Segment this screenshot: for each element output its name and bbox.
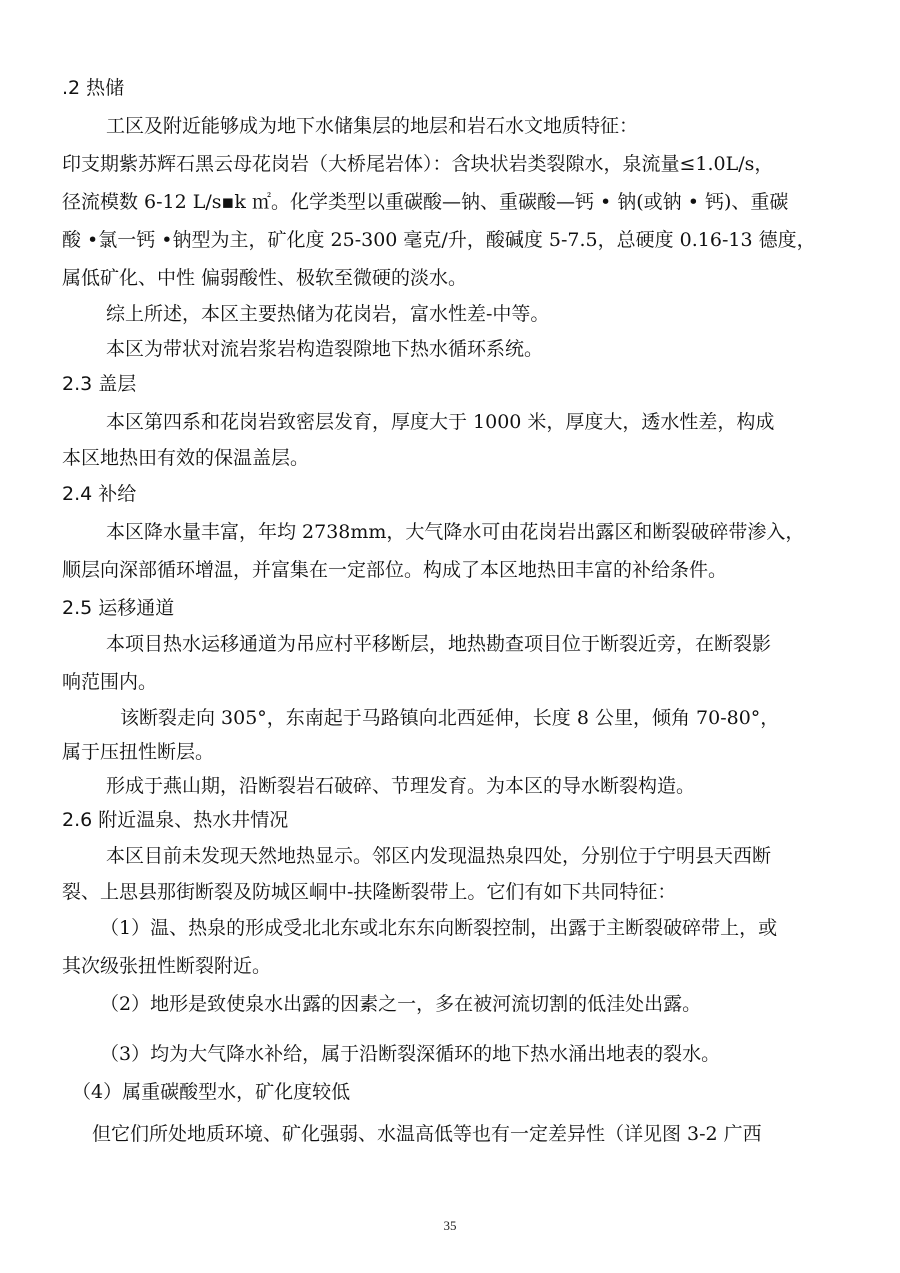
paragraph-line: 工区及附近能够成为地下水储集层的地层和岩石水文地质特征： — [106, 115, 639, 137]
paragraph-line: 属低矿化、中性 偏弱酸性、极软至微硬的淡水。 — [62, 267, 468, 289]
paragraph-line: 形成于燕山期，沿断裂岩石破碎、节理发育。为本区的导水断裂构造。 — [106, 775, 696, 797]
paragraph-line: 其次级张扭性断裂附近。 — [62, 955, 272, 977]
list-item: （4）属重碳酸型水，矿化度较低 — [72, 1081, 351, 1103]
paragraph-line: 本区第四系和花岗岩致密层发育，厚度大于 1000 米，厚度大，透水性差，构成 — [106, 411, 775, 433]
paragraph-line: 本区降水量丰富，年均 2738mm，大气降水可由花岗岩出露区和断裂破碎带渗入， — [106, 521, 805, 543]
section-heading-nearby-hot-springs: 2.6 附近温泉、热水井情况 — [62, 809, 289, 831]
paragraph-line: 本区为带状对流岩浆岩构造裂隙地下热水循环系统。 — [106, 338, 544, 360]
paragraph-line: 综上所述，本区主要热储为花岗岩，富水性差-中等。 — [106, 303, 550, 325]
paragraph-line: 酸 •氯一钙 •钠型为主，矿化度 25-300 毫克/升，酸碱度 5-7.5，总硬度 0.16-13 德度， — [62, 229, 816, 251]
paragraph-line: 本区目前未发现天然地热显示。邻区内发现温热泉四处，分别位于宁明县天西断 — [106, 845, 772, 867]
paragraph-line: 顺层向深部循环增温，并富集在一定部位。构成了本区地热田丰富的补给条件。 — [62, 559, 728, 581]
paragraph-line: 本项目热水运移通道为吊应村平移断层，地热勘查项目位于断裂近旁，在断裂影 — [106, 633, 772, 655]
section-heading-caprock: 2.3 盖层 — [62, 373, 137, 395]
section-heading-recharge: 2.4 补给 — [62, 483, 137, 505]
list-item: （3）均为大气降水补给，属于沿断裂深循环的地下热水涌出地表的裂水。 — [100, 1043, 721, 1065]
paragraph-line: 裂、上思县那街断裂及防城区峒中-扶隆断裂带上。它们有如下共同特征： — [62, 881, 677, 903]
paragraph-line: 属于压扭性断层。 — [62, 741, 215, 763]
list-item: （1）温、热泉的形成受北北东或北东东向断裂控制，出露于主断裂破碎带上，或 — [100, 917, 778, 939]
list-item: （2）地形是致使泉水出露的因素之一，多在被河流切割的低洼处出露。 — [100, 993, 702, 1015]
paragraph-line: 该断裂走向 305°，东南起于马路镇向北西延伸，长度 8 公里，倾角 70-80°， — [120, 707, 780, 729]
section-heading-migration-pathway: 2.5 运移通道 — [62, 597, 175, 619]
paragraph-line: 但它们所处地质环境、矿化强弱、水温高低等也有一定差异性（详见图 3-2 广西 — [92, 1123, 762, 1145]
paragraph-line: 印支期紫苏辉石黑云母花岗岩（大桥尾岩体）：含块状岩类裂隙水，泉流量≤1.0L/s， — [62, 153, 774, 175]
page-number: 35 — [443, 1218, 457, 1233]
section-heading-heat-reservoir: .2 热储 — [62, 77, 125, 99]
paragraph-line: 径流模数 6-12 L/s▪k ㎡。化学类型以重碳酸—钠、重碳酸—钙 • 钠(或钠 • 钙)、重碳 — [62, 191, 789, 213]
paragraph-line: 响范围内。 — [62, 671, 158, 693]
paragraph-line: 本区地热田有效的保温盖层。 — [62, 447, 310, 469]
